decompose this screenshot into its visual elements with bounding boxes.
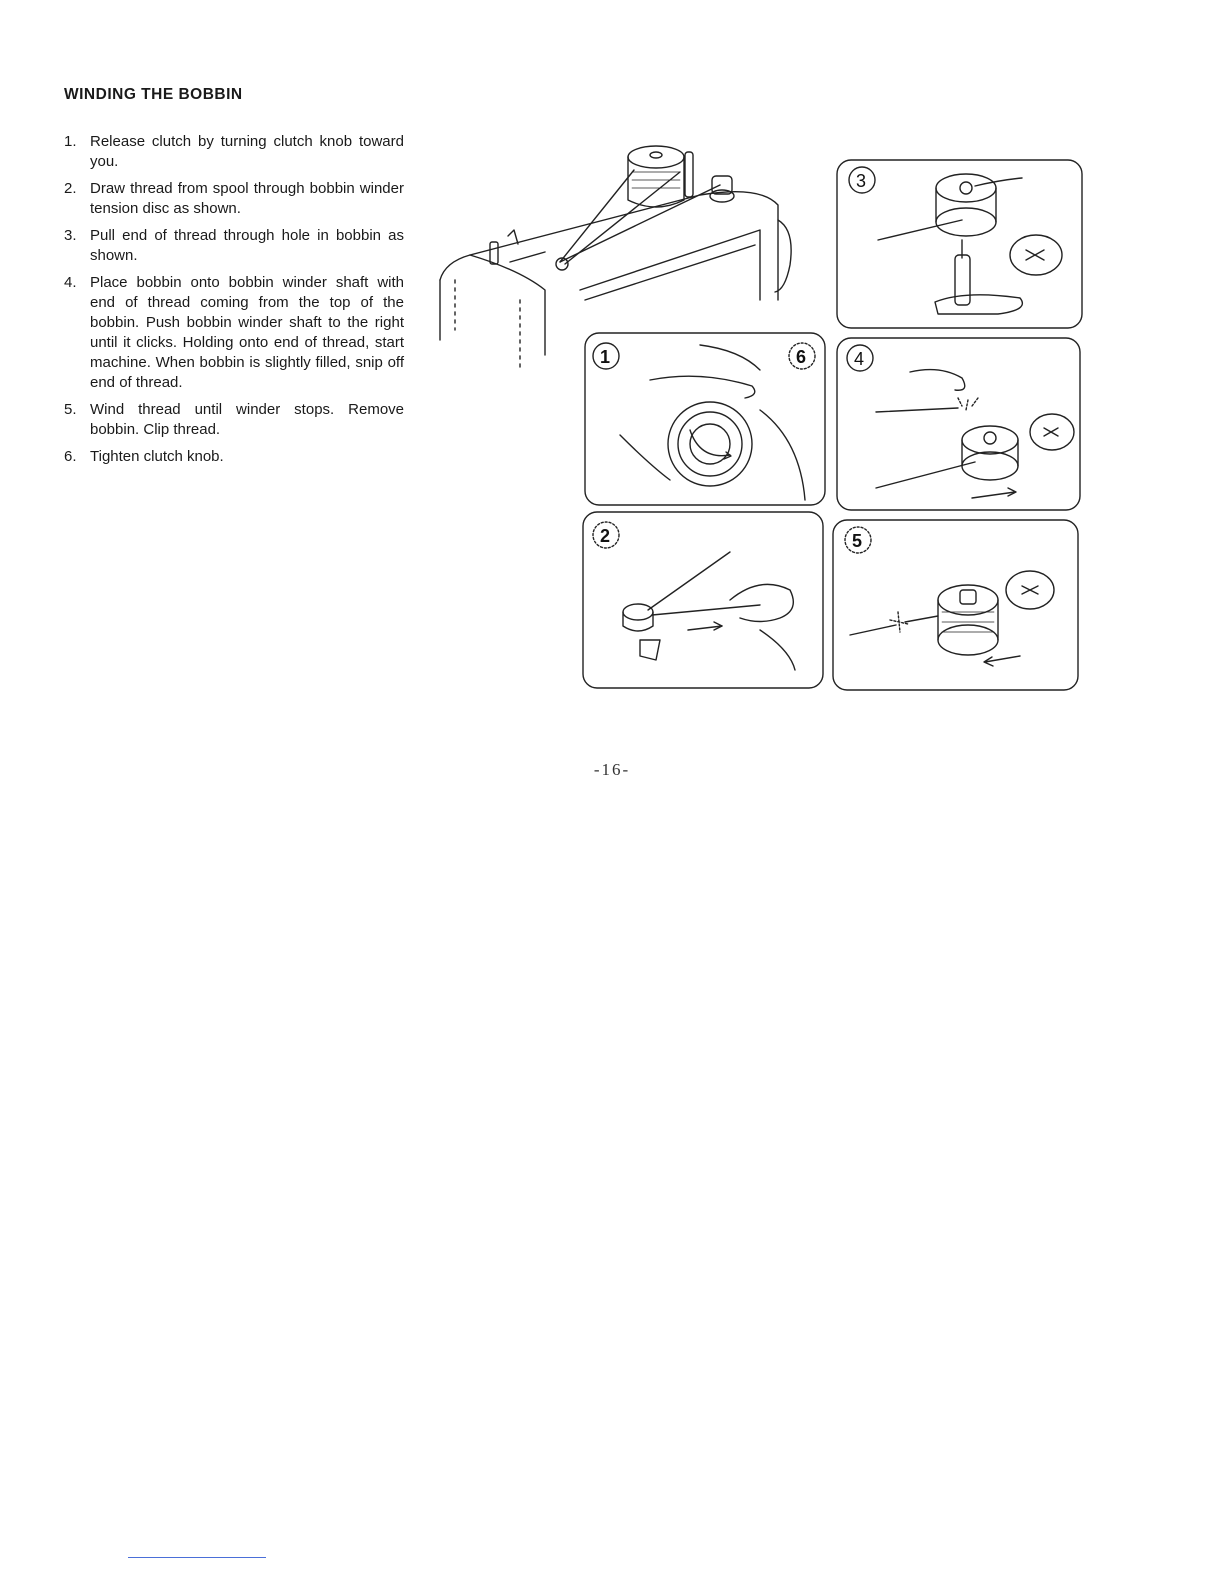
step-number: 6. bbox=[64, 448, 77, 465]
panel-label-5: 5 bbox=[852, 531, 863, 551]
panel-label-4: 4 bbox=[854, 349, 865, 369]
bobbin-winding-illustration bbox=[430, 140, 1090, 705]
instruction-list bbox=[64, 132, 404, 474]
panel-4 bbox=[837, 338, 1080, 510]
step-number: 5. bbox=[64, 401, 77, 418]
panel-2 bbox=[583, 512, 823, 688]
step-text: Release clutch by turning clutch knob toward you. bbox=[90, 133, 404, 170]
step-2 bbox=[64, 179, 404, 219]
step-6 bbox=[64, 447, 404, 467]
panel-label-2: 2 bbox=[600, 526, 611, 546]
step-text: Wind thread until winder stops. Remove bobbin. Clip thread. bbox=[90, 401, 404, 438]
step-1 bbox=[64, 132, 404, 172]
step-5 bbox=[64, 400, 404, 440]
illustration-svg bbox=[430, 140, 1090, 700]
step-number: 3. bbox=[64, 227, 77, 244]
panel-5 bbox=[833, 520, 1078, 690]
step-number: 4. bbox=[64, 274, 77, 291]
step-3 bbox=[64, 226, 404, 266]
step-4 bbox=[64, 273, 404, 393]
step-text: Tighten clutch knob. bbox=[90, 448, 224, 465]
panel-label-6: 6 bbox=[796, 347, 807, 367]
section-heading: WINDING THE BOBBIN bbox=[64, 86, 243, 103]
step-text: Draw thread from spool through bobbin winder tension disc as shown. bbox=[90, 180, 404, 217]
footer-rule bbox=[128, 1557, 266, 1558]
panel-3 bbox=[837, 160, 1082, 328]
panel-1-6 bbox=[585, 333, 825, 505]
sewing-machine-drawing bbox=[440, 146, 791, 370]
panel-label-3: 3 bbox=[856, 171, 867, 191]
step-text: Pull end of thread through hole in bobbin as shown. bbox=[90, 227, 404, 264]
page-number: -16- bbox=[593, 760, 631, 779]
step-number: 1. bbox=[64, 133, 77, 150]
step-number: 2. bbox=[64, 180, 77, 197]
step-text: Place bobbin onto bobbin winder shaft with end of thread coming from the top of the bobbin. Push bobbin winder shaft to the right until it clicks. Holding onto end of thread, start machine. When bobbin is slightly filled, snip off end of thread. bbox=[90, 274, 404, 391]
panel-label-1: 1 bbox=[600, 347, 611, 367]
